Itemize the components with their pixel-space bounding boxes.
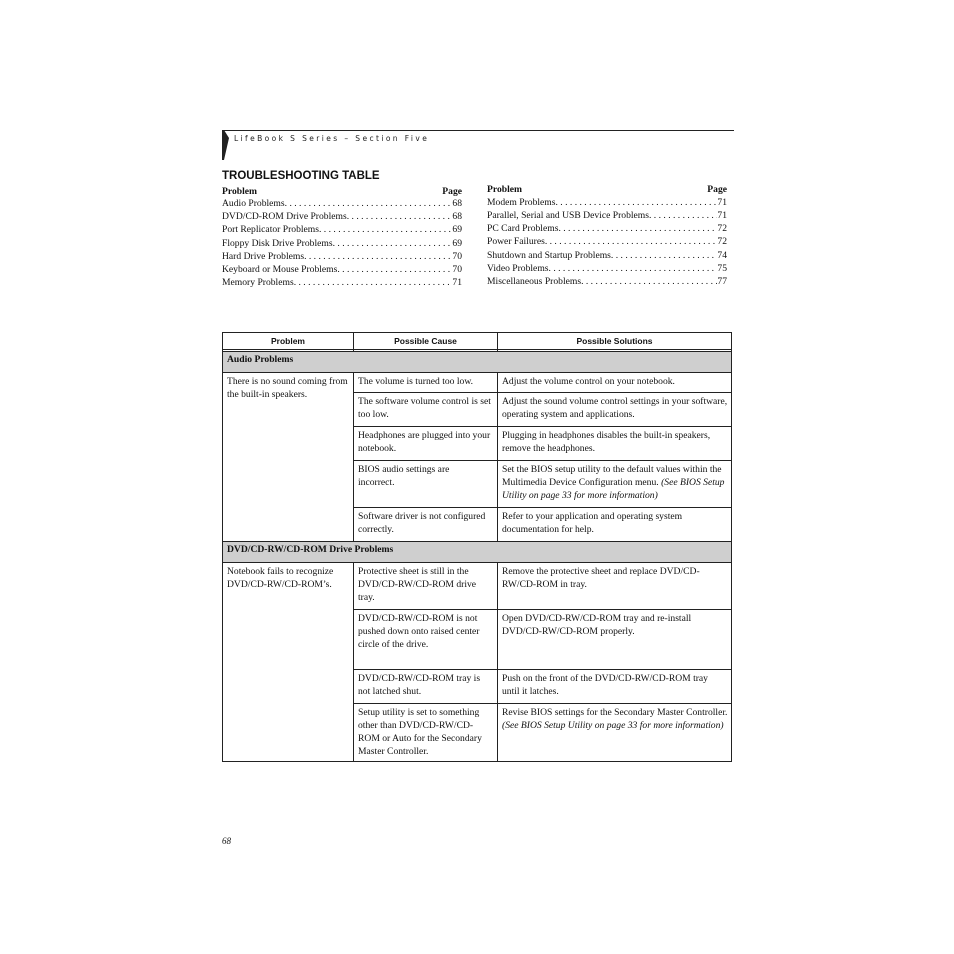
- toc-entry-label: Port Replicator Problems: [222, 224, 319, 235]
- toc-entry[interactable]: [487, 236, 727, 249]
- column-header-cause: Possible Cause: [394, 336, 457, 346]
- toc-entry[interactable]: [487, 250, 727, 263]
- solution-cell: Open DVD/CD-RW/CD-ROM tray and re-install DVD/CD-RW/CD-ROM properly.: [502, 613, 692, 637]
- row-divider: [354, 669, 731, 670]
- cause-cell: DVD/CD-RW/CD-ROM is not pushed down onto raised center circle of the drive.: [358, 613, 480, 650]
- toc-entry[interactable]: [222, 211, 462, 224]
- section-title-dvd: DVD/CD-RW/CD-ROM Drive Problems: [227, 544, 394, 555]
- toc-leader: [337, 264, 452, 275]
- toc-entry[interactable]: [487, 223, 727, 236]
- toc-entry-page: 68: [452, 211, 462, 222]
- row-divider: [354, 609, 731, 610]
- row-divider: [223, 541, 731, 542]
- toc-entry[interactable]: [222, 277, 462, 290]
- toc-entry-label: Parallel, Serial and USB Device Problems: [487, 210, 649, 221]
- toc-leader: [611, 250, 717, 261]
- toc-entry[interactable]: [487, 210, 727, 223]
- toc-entry-label: Memory Problems: [222, 277, 294, 288]
- column-header-problem: Problem: [270, 336, 305, 346]
- toc-leader: [285, 198, 453, 209]
- toc-entry-page: 70: [452, 251, 462, 262]
- toc-entry-label: Shutdown and Startup Problems: [487, 250, 611, 261]
- solution-cell: Remove the protective sheet and replace DVD/CD-RW/CD-ROM in tray.: [502, 566, 700, 590]
- solution-cell: Adjust the volume control on your notebook.: [502, 376, 675, 387]
- toc-leader: [304, 251, 452, 262]
- toc-entry[interactable]: [222, 224, 462, 237]
- toc-entry[interactable]: [222, 264, 462, 277]
- row-divider: [354, 703, 731, 704]
- solution-cell: Adjust the sound volume control settings in your software, operating system and applications.: [502, 396, 728, 420]
- toc-entry-page: 74: [717, 250, 727, 261]
- solution-cell: Plugging in headphones disables the built-in speakers, remove the headphones.: [502, 430, 711, 454]
- toc-entry-label: Video Problems: [487, 263, 549, 274]
- row-divider: [354, 392, 731, 393]
- cause-cell: The volume is turned too low.: [358, 376, 474, 387]
- toc-leader: [333, 238, 453, 249]
- toc-leader: [545, 236, 718, 247]
- toc-entry-label: Floppy Disk Drive Problems: [222, 238, 333, 249]
- toc-entry[interactable]: [222, 251, 462, 264]
- solution-cell: Refer to your application and operating system documentation for help.: [502, 511, 683, 535]
- solution-cell: [502, 463, 730, 502]
- solution-reference-note: (See BIOS Setup Utility on page 33 for more information): [502, 477, 725, 501]
- section-title-audio: Audio Problems: [227, 354, 294, 365]
- column-divider: [497, 372, 498, 541]
- solution-cell: [502, 706, 728, 732]
- solution-cell: Push on the front of the DVD/CD-RW/CD-ROM tray until it latches.: [502, 673, 708, 697]
- toc-entry-page: 77: [717, 276, 727, 287]
- toc-leader: [556, 197, 718, 208]
- header-corner-mark: [222, 130, 230, 160]
- solution-text: Revise BIOS settings for the Secondary Master Controller.: [502, 707, 728, 718]
- toc-entry-label: Miscellaneous Problems: [487, 276, 582, 287]
- header-rule-top: [223, 349, 731, 350]
- toc-leader: [294, 277, 453, 288]
- cause-cell: BIOS audio settings are incorrect.: [358, 464, 450, 488]
- toc-left-page-heading: Page: [442, 186, 462, 197]
- cause-cell: The software volume control is set too low.: [358, 396, 491, 420]
- cause-cell: Setup utility is set to something other than DVD/CD-RW/CD-ROM or Auto for the Secondary Master Controller.: [358, 707, 482, 757]
- toc-entry-label: Audio Problems: [222, 198, 285, 209]
- toc-entry[interactable]: [487, 276, 727, 289]
- toc-entry[interactable]: [487, 197, 727, 210]
- column-divider: [497, 562, 498, 762]
- toc-entry-page: 75: [717, 263, 727, 274]
- row-divider: [354, 426, 731, 427]
- toc-leader: [581, 276, 717, 287]
- row-divider: [223, 372, 731, 373]
- toc-leader: [319, 224, 452, 235]
- column-divider: [353, 562, 354, 762]
- toc-entry[interactable]: [222, 238, 462, 251]
- toc-right-header: [487, 184, 727, 197]
- page-number: 68: [222, 836, 231, 846]
- running-header: LifeBook S Series – Section Five: [234, 134, 430, 143]
- row-divider: [354, 460, 731, 461]
- toc-entry-page: 69: [452, 224, 462, 235]
- header-rule-bottom: [223, 351, 731, 352]
- toc-entry-label: Hard Drive Problems: [222, 251, 305, 262]
- toc-leader: [558, 223, 717, 234]
- toc-entry-page: 68: [452, 198, 462, 209]
- cause-cell: Software driver is not configured correctly.: [358, 511, 486, 535]
- toc-entry-page: 71: [717, 210, 727, 221]
- section-band: [223, 351, 731, 372]
- row-divider: [223, 562, 731, 563]
- toc-entry-page: 72: [717, 236, 727, 247]
- toc-entry-label: Keyboard or Mouse Problems: [222, 264, 338, 275]
- toc-right-page-heading: Page: [707, 184, 727, 195]
- toc-entry[interactable]: [222, 198, 462, 211]
- toc-entry-label: DVD/CD-ROM Drive Problems: [222, 211, 347, 222]
- problem-cell: Notebook fails to recognize DVD/CD-RW/CD-ROM’s.: [227, 566, 334, 590]
- toc-entry-page: 71: [717, 197, 727, 208]
- toc-leader: [347, 211, 453, 222]
- toc-entry-label: Power Failures: [487, 236, 545, 247]
- toc-entry-page: 70: [452, 264, 462, 275]
- toc-entry[interactable]: [487, 263, 727, 276]
- toc-entry-page: 72: [717, 223, 727, 234]
- problem-cell: There is no sound coming from the built-in speakers.: [227, 376, 348, 400]
- column-divider: [353, 372, 354, 541]
- toc-entry-page: 69: [452, 238, 462, 249]
- row-divider: [354, 507, 731, 508]
- solution-reference-note: (See BIOS Setup Utility on page 33 for more information): [502, 720, 724, 731]
- toc-entry-label: Modem Problems: [487, 197, 556, 208]
- toc-entry-page: 71: [452, 277, 462, 288]
- section-title: TROUBLESHOOTING TABLE: [222, 170, 380, 182]
- toc-leader: [549, 263, 718, 274]
- troubleshooting-table: [222, 332, 732, 762]
- cause-cell: Protective sheet is still in the DVD/CD-RW/CD-ROM drive tray.: [358, 566, 477, 603]
- solution-text: Set the BIOS setup utility to the default values within the Multimedia Device Configuration menu.: [502, 464, 722, 488]
- column-header-solutions: Possible Solutions: [576, 336, 653, 346]
- cause-cell: Headphones are plugged into your notebook.: [358, 430, 491, 454]
- toc-left-problem-heading: Problem: [222, 186, 257, 197]
- toc-entry-label: PC Card Problems: [487, 223, 559, 234]
- cause-cell: DVD/CD-RW/CD-ROM tray is not latched shut.: [358, 673, 481, 697]
- header-rule: [222, 130, 734, 131]
- toc-leader: [649, 210, 717, 221]
- toc-right-problem-heading: Problem: [487, 184, 522, 195]
